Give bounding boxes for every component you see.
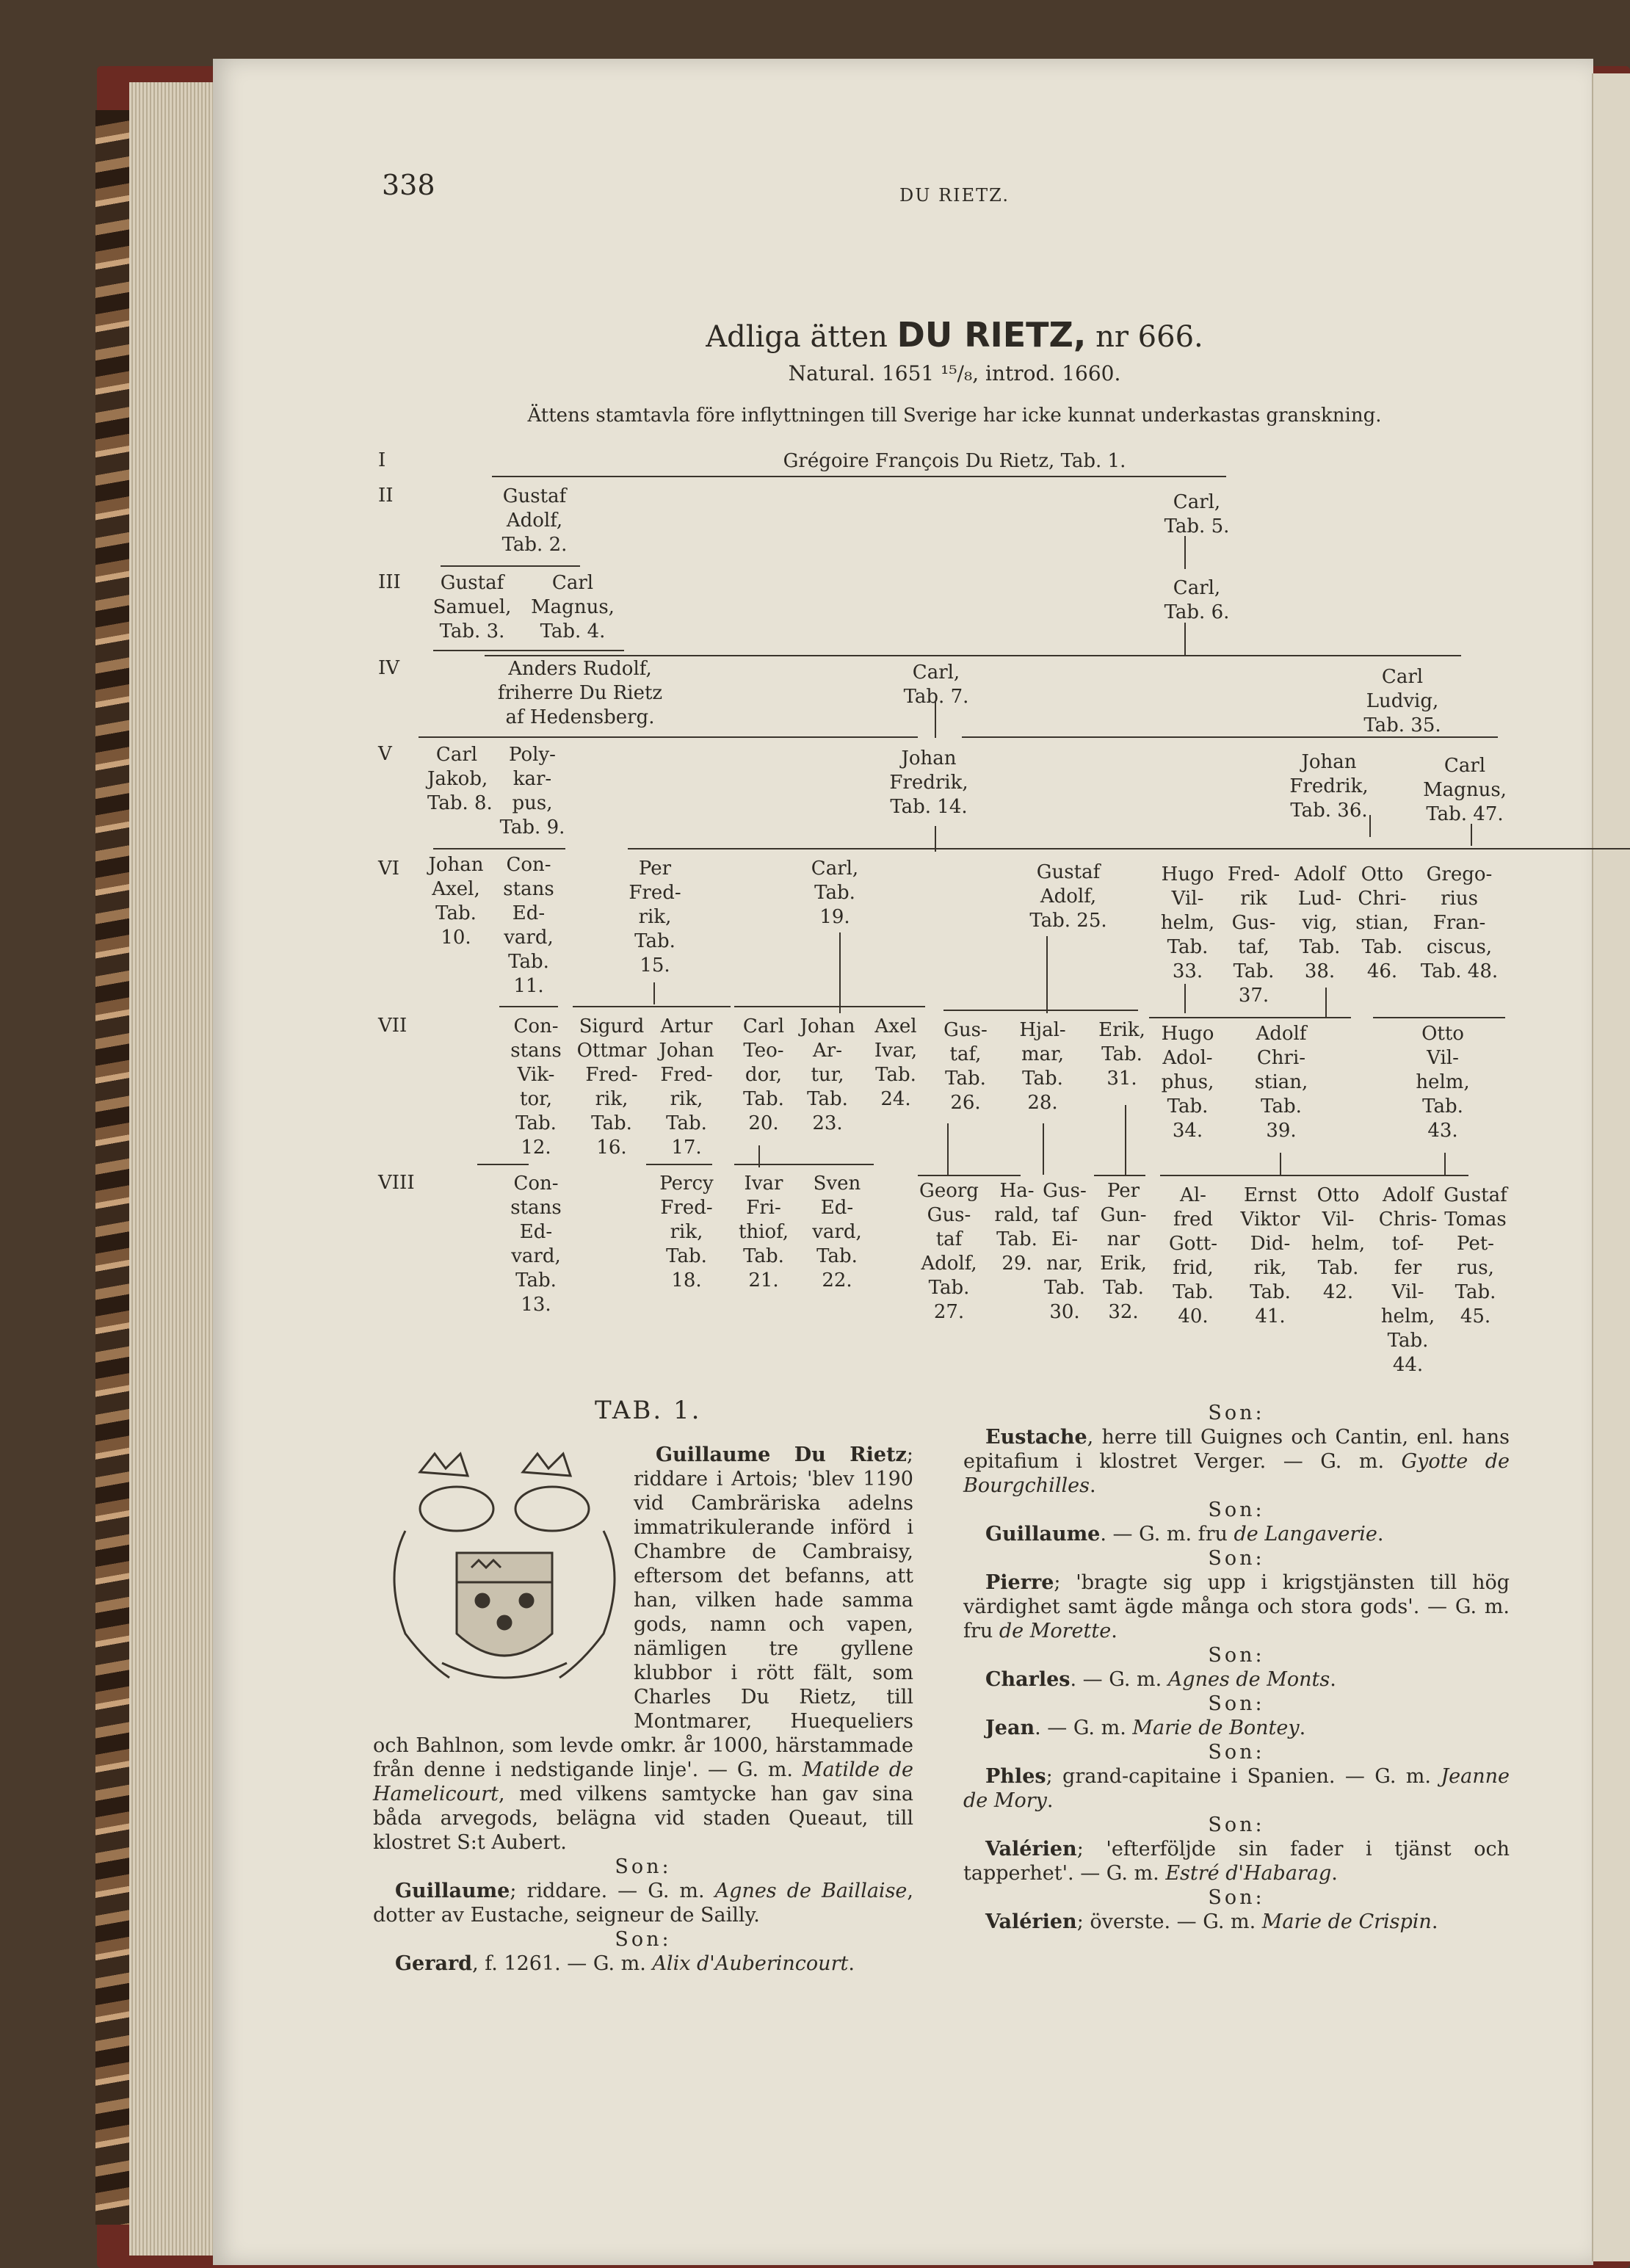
tree-connector [1219, 1017, 1351, 1018]
tree-entry: Carl Magnus, Tab. 47. [1423, 755, 1507, 825]
tab1-right-column [963, 1401, 1510, 1934]
genealogy-paragraph: Guillaume Du Rietz; riddare i Artois; 'blev 1190 vid Cambräriska adelns immatrikulerande införd i Chambre de Cambraisy, eftersom det befanns, att han, vilken hade samma gods, namn och vapen, nämligen tre gyllene klubbor i rött fält, som Charles Du Rietz, till Montmarer, Huequeliers och Bahlnon, som levde omkr. år 1000, härstammade från denne i nedstigande linje'. — G. m. Matilde de Hamelicourt, med vilkens samtycke han gav sina båda arvegods, belägna vid staden Queaut, till klostret S:t Aubert. [373, 1443, 913, 1854]
tree-connector [419, 736, 918, 738]
generation-label: I [378, 449, 386, 471]
tree-entry: Carl, Tab. 5. [1164, 491, 1230, 537]
genealogy-paragraph: Guillaume; riddare. — G. m. Agnes de Baillaise, dotter av Eustache, seigneur de Sailly. [373, 1880, 913, 1927]
tree-connector [947, 1123, 949, 1175]
tree-connector [485, 655, 1461, 656]
tree-entry: Artur Johan Fred- rik, Tab. 17. [659, 1015, 714, 1159]
tree-connector [1046, 936, 1048, 1013]
tree-entry: Al- fred Gott- frid, Tab. 40. [1168, 1184, 1218, 1327]
tree-entry: Percy Fred- rik, Tab. 18. [659, 1173, 714, 1291]
tree-entry: Johan Fredrik, Tab. 36. [1289, 751, 1369, 822]
generation-label: VII [378, 1015, 408, 1037]
tree-entry: Ernst Viktor Did- rik, Tab. 41. [1240, 1184, 1300, 1327]
tree-entry: Gustaf Adolf, Tab. 2. [501, 485, 568, 556]
tree-connector [734, 1164, 874, 1165]
genealogy-paragraph: Gerard, f. 1261. — G. m. Alix d'Auberincourt. [395, 1952, 855, 1975]
tree-connector [573, 1006, 731, 1007]
tree-connector [1184, 623, 1186, 656]
tree-entry: Gus- taf, Tab. 26. [943, 1019, 988, 1114]
running-head: DU RIETZ. [899, 185, 1010, 206]
tree-connector [758, 1145, 760, 1167]
tree-connector [1043, 1123, 1044, 1175]
tree-connector [943, 1010, 1138, 1011]
genealogy-paragraph: Jean. — G. m. Marie de Bontey. [985, 1717, 1306, 1739]
tree-connector [1280, 1153, 1281, 1175]
tree-connector [492, 476, 1226, 477]
tree-connector [962, 736, 1498, 738]
tab1-heading: TAB. 1. [595, 1396, 702, 1425]
tree-entry: Fred- rik Gus- taf, Tab. 37. [1227, 863, 1281, 1007]
tree-entry: Poly- kar- pus, Tab. 9. [499, 744, 565, 838]
tree-connector [433, 848, 565, 849]
tree-entry: Otto Vil- helm, Tab. 42. [1311, 1184, 1366, 1303]
tree-connector [433, 650, 624, 651]
tree-connector [935, 701, 936, 738]
tree-connector [918, 1175, 1021, 1176]
tree-entry: Con- stans Vik- tor, Tab. 12. [510, 1015, 562, 1159]
tree-entry: Grégoire François Du Rietz, Tab. 1. [783, 450, 1126, 472]
tree-entry: Hugo Adol- phus, Tab. 34. [1161, 1023, 1214, 1142]
tree-entry: Carl Teo- dor, Tab. 20. [742, 1015, 785, 1134]
tree-entry: Gustaf Tomas Pet- rus, Tab. 45. [1444, 1184, 1507, 1327]
tree-entry: Carl Ludvig, Tab. 35. [1363, 666, 1441, 736]
son-label: Son: [1208, 1402, 1265, 1424]
tree-connector [499, 1006, 558, 1007]
tree-entry: Gus- taf Ei- nar, Tab. 30. [1043, 1180, 1087, 1323]
tree-connector [653, 982, 655, 1004]
tree-entry: Gustaf Samuel, Tab. 3. [432, 572, 512, 642]
tree-entry: Con- stans Ed- vard, Tab. 11. [503, 854, 554, 997]
tree-connector [1373, 1017, 1505, 1018]
son-label: Son: [1208, 1692, 1265, 1715]
tree-connector [734, 1006, 925, 1007]
tree-entry: Hugo Vil- helm, Tab. 33. [1160, 863, 1215, 982]
tree-connector [935, 826, 936, 852]
family-name: DU RIETZ, [897, 315, 1087, 355]
tree-connector [1369, 815, 1371, 837]
tree-entry: Per Gun- nar Erik, Tab. 32. [1100, 1180, 1147, 1323]
genealogy-paragraph: Eustache, herre till Guignes och Cantin, enl. hans epitafium i klostret Verger. — G. m. Gyotte de Bourgchilles. [963, 1426, 1510, 1497]
tree-entry: Carl Magnus, Tab. 4. [531, 572, 615, 642]
tree-entry: Otto Vil- helm, Tab. 43. [1416, 1023, 1470, 1142]
tree-entry: Adolf Chri- stian, Tab. 39. [1254, 1023, 1308, 1142]
tree-entry: Per Fred- rik, Tab. 15. [629, 858, 681, 977]
tree-entry: Johan Ar- tur, Tab. 23. [800, 1015, 855, 1134]
genealogy-paragraph: Charles. — G. m. Agnes de Monts. [985, 1668, 1336, 1691]
page-title [514, 316, 1395, 356]
tree-entry: Adolf Lud- vig, Tab. 38. [1294, 863, 1345, 982]
tree-connector [1160, 1175, 1468, 1176]
tree-connector [1444, 1153, 1446, 1175]
page-number: 338 [382, 169, 435, 201]
tree-connector [1325, 988, 1327, 1017]
son-label: Son: [615, 1855, 672, 1878]
tree-entry: Otto Chri- stian, Tab. 46. [1355, 863, 1409, 982]
tree-entry: Anders Rudolf, friherre Du Rietz af Hedensberg. [497, 658, 663, 728]
tree-connector [1125, 1105, 1126, 1175]
son-label: Son: [1208, 1886, 1265, 1909]
tree-entry: Grego- rius Fran- ciscus, Tab. 48. [1420, 863, 1499, 982]
tree-entry: Ivar Fri- thiof, Tab. 21. [738, 1173, 789, 1291]
tree-connector [1471, 824, 1472, 846]
generation-label: V [378, 743, 392, 765]
tree-entry: Georg Gus- taf Adolf, Tab. 27. [919, 1180, 979, 1323]
coat-of-arms-space [373, 1443, 634, 1722]
tree-connector [477, 1164, 529, 1165]
tree-entry: Adolf Chris- tof- fer Vil- helm, Tab. 44. [1378, 1184, 1438, 1376]
generation-label: IV [378, 657, 400, 679]
tree-entry: Hjal- mar, Tab. 28. [1019, 1019, 1066, 1114]
son-label: Son: [615, 1928, 672, 1951]
generation-label: III [378, 571, 401, 593]
tree-connector [628, 848, 1630, 849]
title-pre: Adliga ätten [706, 320, 888, 354]
page-edges [129, 82, 217, 2256]
tree-connector [1184, 536, 1186, 569]
tab1-left-column [373, 1443, 913, 1976]
genealogy-paragraph: Guillaume. — G. m. fru de Langaverie. [985, 1523, 1384, 1546]
tree-entry: Carl Jakob, Tab. 8. [427, 744, 493, 814]
title-post: nr 666. [1095, 320, 1203, 354]
tree-entry: Sigurd Ottmar Fred- rik, Tab. 16. [576, 1015, 647, 1159]
tree-entry: Johan Axel, Tab. 10. [428, 854, 484, 949]
tree-connector [646, 1164, 712, 1165]
tree-entry: Carl, Tab. 7. [903, 662, 969, 708]
title-note: Ättens stamtavla före inflyttningen till Sverige har icke kunnat underkastas granskning. [527, 405, 1382, 427]
tree-entry: Erik, Tab. 31. [1098, 1019, 1145, 1090]
tree-entry: Ha- rald, Tab. 29. [994, 1180, 1040, 1275]
tree-connector [839, 932, 841, 1013]
naturalization-line: Natural. 1651 ¹⁵/₈, introd. 1660. [788, 361, 1121, 385]
tree-entry: Sven Ed- vard, Tab. 22. [812, 1173, 862, 1291]
tree-connector [1094, 1175, 1145, 1176]
son-label: Son: [1208, 1741, 1265, 1764]
facing-page-edge [1592, 73, 1630, 2261]
genealogy-paragraph: Phles; grand-capitaine i Spanien. — G. m. Jeanne de Mory. [963, 1765, 1510, 1812]
tree-connector [1184, 984, 1186, 1013]
tree-entry: Gustaf Adolf, Tab. 25. [1029, 861, 1107, 932]
genealogy-paragraph: Valérien; 'efterföljde sin fader i tjänst och tapperhet'. — G. m. Estré d'Habarag. [963, 1838, 1510, 1885]
son-label: Son: [1208, 1499, 1265, 1521]
tree-entry: Carl, Tab. 6. [1164, 577, 1230, 623]
son-label: Son: [1208, 1814, 1265, 1836]
son-label: Son: [1208, 1644, 1265, 1667]
generation-label: VI [378, 858, 400, 880]
tree-entry: Johan Fredrik, Tab. 14. [889, 747, 968, 818]
genealogy-paragraph: Pierre; 'bragte sig upp i krigstjänsten till hög värdighet samt ägde många och stora gods'. — G. m. fru de Morette. [963, 1571, 1510, 1642]
son-label: Son: [1208, 1547, 1265, 1570]
generation-label: VIII [378, 1172, 415, 1194]
genealogy-paragraph: Valérien; överste. — G. m. Marie de Crispin. [985, 1910, 1438, 1933]
generation-label: II [378, 485, 394, 507]
tree-entry: Carl, Tab. 19. [811, 858, 859, 928]
tree-connector [441, 565, 580, 567]
tree-entry: Con- stans Ed- vard, Tab. 13. [510, 1173, 562, 1316]
tree-entry: Axel Ivar, Tab. 24. [874, 1015, 918, 1110]
